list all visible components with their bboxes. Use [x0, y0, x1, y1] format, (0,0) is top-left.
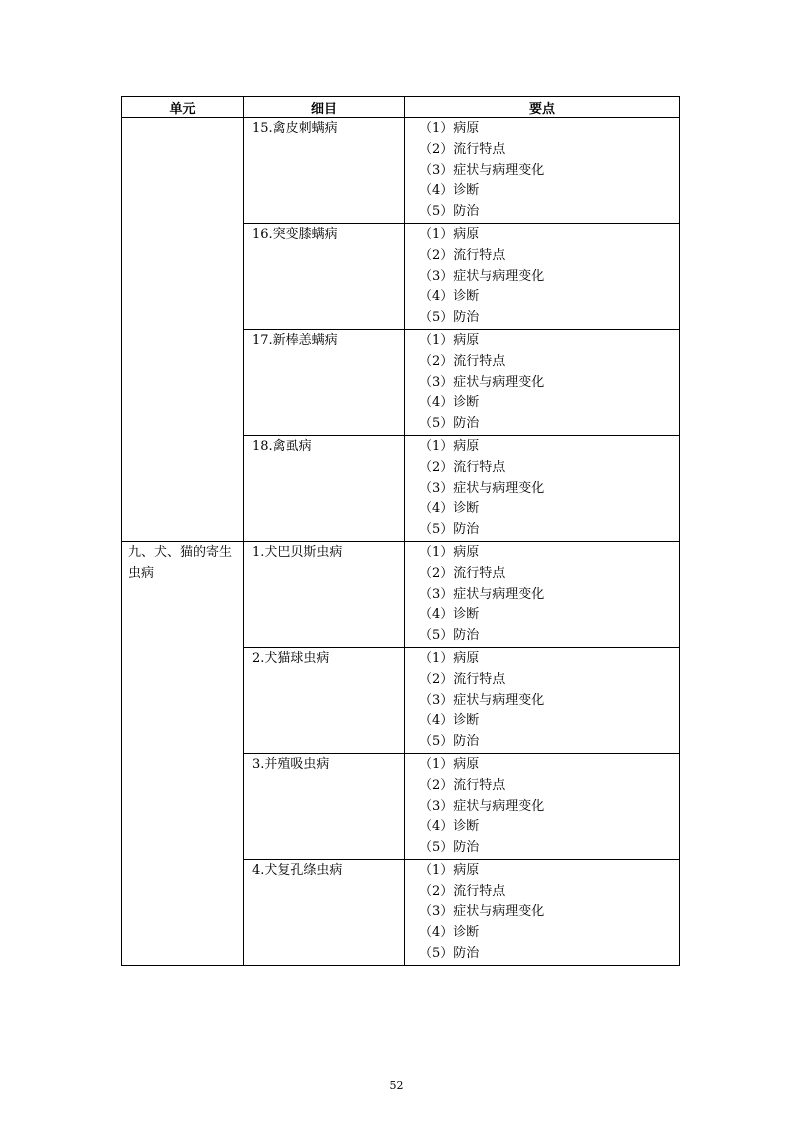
item-cell: 16.突变膝螨病: [244, 223, 405, 329]
item-cell: 2.犬猫球虫病: [244, 647, 405, 753]
point-item: （4）诊断: [419, 289, 480, 305]
point-item: （4）诊断: [419, 925, 480, 941]
table-header-row: [122, 97, 680, 118]
points-cell: [405, 329, 680, 435]
point-item: （3）症状与病理变化: [419, 268, 545, 284]
point-item: （5）防治: [419, 522, 480, 538]
points-cell: [405, 223, 680, 329]
item-cell: 15.禽皮刺螨病: [244, 118, 405, 224]
header-item: 细目: [244, 97, 405, 118]
point-item: （3）症状与病理变化: [419, 586, 545, 602]
item-cell: 18.禽虱病: [244, 435, 405, 541]
point-item: （2）流行特点: [419, 671, 506, 687]
header-points: 要点: [405, 97, 680, 118]
point-item: （4）诊断: [419, 607, 480, 623]
point-item: （1）病原: [419, 226, 480, 242]
point-item: （2）流行特点: [419, 247, 506, 263]
point-item: （2）流行特点: [419, 777, 506, 793]
point-item: （2）流行特点: [419, 565, 506, 581]
point-item: （4）诊断: [419, 819, 480, 835]
point-item: （3）症状与病理变化: [419, 798, 545, 814]
point-item: （3）症状与病理变化: [419, 692, 545, 708]
point-item: （5）防治: [419, 310, 480, 326]
point-item: （5）防治: [419, 840, 480, 856]
point-item: （3）症状与病理变化: [419, 162, 545, 178]
point-item: （1）病原: [419, 544, 480, 560]
point-item: （1）病原: [419, 332, 480, 348]
point-item: （2）流行特点: [419, 141, 506, 157]
point-item: （1）病原: [419, 121, 480, 136]
point-item: （5）防治: [419, 946, 480, 962]
points-cell: [405, 118, 680, 224]
point-item: （4）诊断: [419, 183, 480, 199]
point-item: （1）病原: [419, 438, 480, 454]
points-cell: [405, 647, 680, 753]
item-cell: 17.新棒恙螨病: [244, 329, 405, 435]
point-item: （3）症状与病理变化: [419, 480, 545, 496]
point-item: （5）防治: [419, 628, 480, 644]
item-cell: 3.并殖吸虫病: [244, 753, 405, 859]
unit-cell: 九、犬、猫的寄生虫病: [122, 541, 244, 965]
item-cell: 1.犬巴贝斯虫病: [244, 541, 405, 647]
table-body: [122, 118, 680, 966]
points-cell: [405, 541, 680, 647]
point-item: （4）诊断: [419, 395, 480, 411]
table-row: [122, 118, 680, 224]
point-item: （3）症状与病理变化: [419, 374, 545, 390]
point-item: （5）防治: [419, 204, 480, 220]
point-item: （1）病原: [419, 862, 480, 878]
unit-cell: [122, 118, 244, 542]
point-item: （1）病原: [419, 756, 480, 772]
point-item: （5）防治: [419, 416, 480, 432]
point-item: （4）诊断: [419, 501, 480, 517]
point-item: （2）流行特点: [419, 353, 506, 369]
header-unit: 单元: [122, 97, 244, 118]
table-row: [122, 541, 680, 647]
item-cell: 4.犬复孔绦虫病: [244, 859, 405, 965]
point-item: （5）防治: [419, 734, 480, 750]
point-item: （4）诊断: [419, 713, 480, 729]
point-item: （3）症状与病理变化: [419, 904, 545, 920]
point-item: （1）病原: [419, 650, 480, 666]
points-cell: [405, 753, 680, 859]
points-cell: [405, 859, 680, 965]
point-item: （2）流行特点: [419, 883, 506, 899]
points-cell: [405, 435, 680, 541]
syllabus-table: [121, 96, 680, 966]
page-number: 52: [389, 1079, 404, 1092]
point-item: （2）流行特点: [419, 459, 506, 475]
